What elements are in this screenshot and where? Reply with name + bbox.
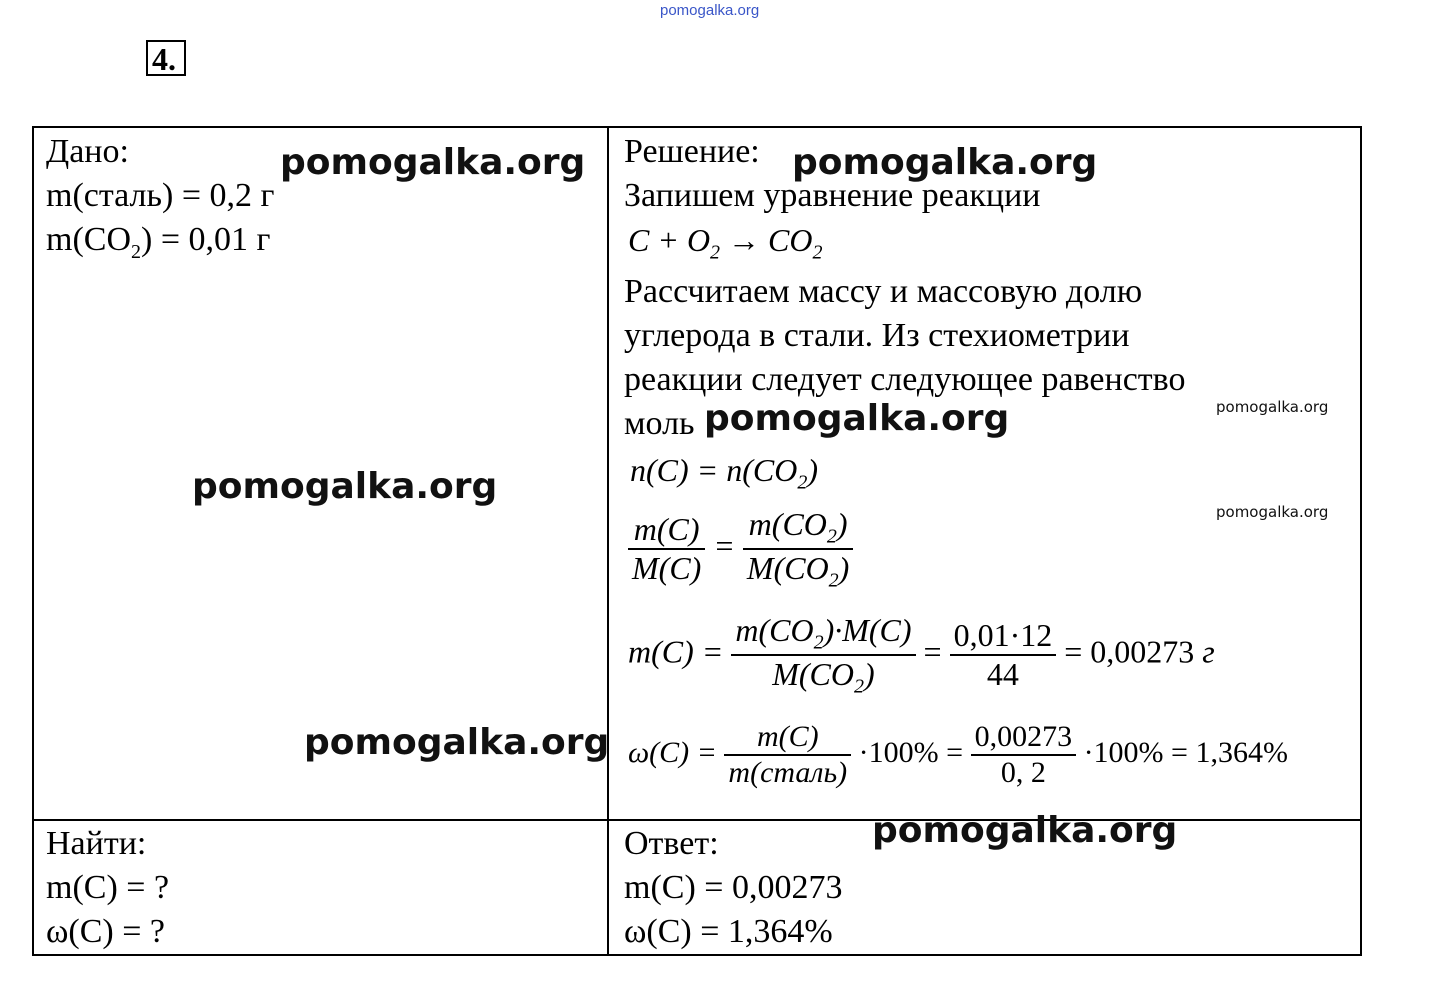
watermark: pomogalka.org [192,466,498,507]
given-title: Дано: [46,133,129,170]
watermark: pomogalka.org [704,398,1010,439]
watermark: pomogalka.org [280,142,586,183]
task-number: 4. [146,40,186,76]
given-co2-mass: $m(CO_2) = 0,01$ г [46,221,271,263]
watermark: pomogalka.org [1216,503,1329,521]
site-link[interactable]: pomogalka.org [660,2,760,19]
solution-intro: Запишем уравнение реакции [624,177,1041,214]
answer-title: Ответ: [624,825,719,862]
formula-mole-equality: $n(C) = n(CO_2)$ [630,452,819,494]
solution-text-3: реакции следует следующее равенство [624,361,1186,398]
find-carbon-fraction: ω(C) = ? [46,913,165,950]
solution-text-1: Рассчитаем массу и массовую долю [624,273,1143,310]
answer-carbon-fraction: ω(C) = 1,364% [624,913,833,950]
watermark: pomogalka.org [872,810,1178,851]
answer-carbon-mass: m(C) = 0,00273 [624,869,843,906]
find-carbon-mass: m(C) = ? [46,869,170,906]
watermark: pomogalka.org [1216,398,1329,416]
watermark: pomogalka.org [792,142,1098,183]
formula-carbon-fraction: ω(C) = $\frac{m(C)}{\text{m(сталь)}}$ ·100% = $\frac{0,00273}{0, 2}$ ·100% = 1,364% [628,720,1288,789]
solution-text-2: углерода в стали. Из стехиометрии [624,317,1130,354]
formula-mass-ratio: $\frac{m(C)}{M(C)}$ = $\frac{m(CO_2)}{M(CO_2)}$ [628,506,853,593]
find-title: Найти: [46,825,147,862]
given-steel-mass: m(сталь) = 0,2 г [46,177,275,214]
watermark: pomogalka.org [304,722,610,763]
solution-title: Решение: [624,133,760,170]
solution-text-4: моль [624,405,695,442]
reaction-equation: $C + O_2 \to CO_2$ [628,222,823,264]
formula-carbon-mass: m(C) = $\frac{m(CO_2)\cdot M(C)}{M(CO_2)}$ = $\frac{0,01\cdot 12}{44}$ = 0,00273 г [628,612,1215,698]
table-divider-vertical [607,126,609,956]
